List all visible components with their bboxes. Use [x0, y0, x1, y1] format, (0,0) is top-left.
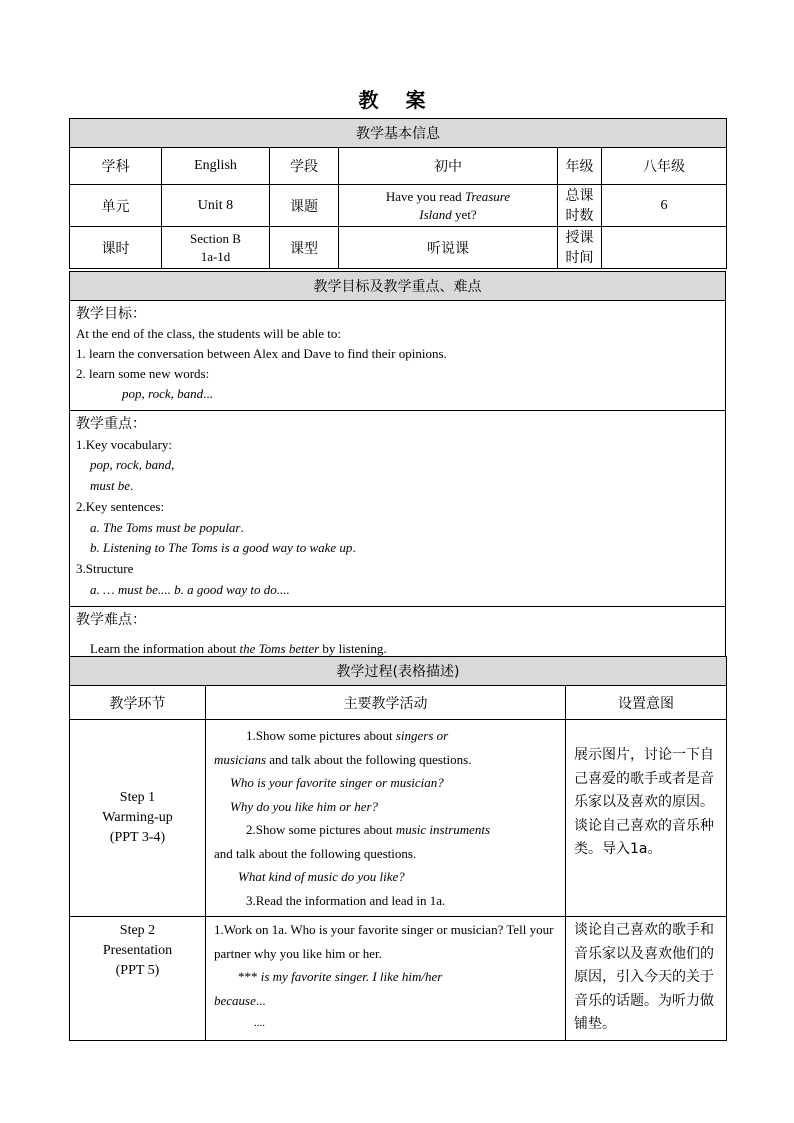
- key-points: [70, 411, 726, 607]
- subject-label: 学科: [70, 148, 162, 185]
- objectives-header: 教学目标及教学重点、难点: [70, 272, 726, 301]
- step1-activity-1: 1.Show some pictures about singers or: [246, 728, 449, 743]
- topic-italic-2: Island: [419, 206, 452, 222]
- step2-sample-2: because...: [214, 992, 266, 1008]
- basic-info-header: 教学基本信息: [70, 119, 727, 148]
- vocab-line-1: pop, rock, band,: [90, 457, 175, 473]
- topic-label: 课题: [270, 185, 339, 227]
- step1-intent: 展示图片，讨论一下自己喜爱的歌手或者是音乐家以及喜欢的原因。谈论自己喜欢的音乐种类。导入1a。: [566, 720, 727, 917]
- grade-label: 年级: [558, 148, 602, 185]
- topic-value: [339, 185, 558, 227]
- sentence-a: a. The Toms must be popular.: [90, 519, 244, 535]
- step2-dots: ....: [254, 1017, 265, 1029]
- unit-label: 单元: [70, 185, 162, 227]
- difficulty-label: 教学难点：: [76, 612, 146, 629]
- step2-activity-1: 1.Work on 1a. Who is your favorite singer or musician? Tell your partner why you like him or her.: [214, 922, 554, 961]
- page-title: 教 案: [358, 88, 436, 112]
- unit-value: Unit 8: [162, 185, 270, 227]
- class-time-label: 授课 时间: [558, 227, 602, 269]
- step1-activity-2: 2.Show some pictures about music instruments: [246, 822, 491, 837]
- step2-stage: Step 2 Presentation (PPT 5): [70, 917, 206, 1041]
- topic-italic-1: Treasure: [464, 188, 511, 204]
- period-label: 课时: [70, 227, 162, 269]
- topic-post: yet?: [451, 206, 477, 222]
- step2-sample: *** is my favorite singer. I like him/her: [238, 969, 443, 984]
- total-hours-label: 总课 时数: [558, 185, 602, 227]
- goals-item-2: 2. learn some new words:: [76, 366, 210, 381]
- total-hours-value: 6: [602, 185, 727, 227]
- grade-value: 八年级: [602, 148, 727, 185]
- col-stage: 教学环节: [70, 686, 206, 720]
- step1-question-2: Why do you like him or her?: [230, 798, 379, 814]
- type-value: 听说课: [339, 227, 558, 269]
- basic-info-table: [69, 118, 727, 269]
- step2-activities: [206, 917, 566, 1041]
- type-label: 课型: [270, 227, 339, 269]
- goals-item-1: 1. learn the conversation between Alex and Dave to find their opinions.: [76, 346, 447, 361]
- goals-words: pop, rock, band...: [122, 386, 213, 401]
- step1-question-3: What kind of music do you like?: [238, 869, 405, 884]
- goals-label: 教学目标：: [76, 306, 146, 322]
- step2-intent: 谈论自己喜欢的歌手和音乐家以及喜欢他们的原因，引入今天的关于音乐的话题。为听力做铺垫。: [566, 917, 727, 1041]
- vocab-line-2: must be.: [90, 478, 134, 494]
- period-value: Section B 1a-1d: [162, 227, 270, 269]
- step1-activities: [206, 720, 566, 917]
- stage-label: 学段: [270, 148, 339, 185]
- objectives-table: [69, 271, 726, 673]
- sentences-title: 2.Key sentences:: [76, 498, 165, 514]
- step1-stage: Step 1 Warming-up (PPT 3-4): [70, 720, 206, 917]
- step1-activity-2b: and talk about the following questions.: [214, 845, 417, 861]
- vocab-title: 1.Key vocabulary:: [76, 436, 173, 452]
- sentence-b: b. Listening to The Toms is a good way to wake up.: [90, 540, 356, 556]
- goals-intro: At the end of the class, the students will be able to:: [76, 326, 341, 341]
- col-intent: 设置意图: [566, 686, 727, 720]
- teaching-goals: [70, 301, 726, 411]
- structure-title: 3.Structure: [76, 560, 134, 576]
- class-time-value: [602, 227, 727, 269]
- stage-value: 初中: [339, 148, 558, 185]
- subject-value: English: [162, 148, 270, 185]
- step1-activity-1b: musicians and talk about the following questions.: [214, 751, 472, 767]
- step1-question-1: Who is your favorite singer or musician?: [230, 775, 444, 790]
- structure-line: a. … must be.... b. a good way to do....: [90, 581, 290, 597]
- col-activities: 主要教学活动: [206, 686, 566, 720]
- step1-activity-3: 3.Read the information and lead in 1a.: [246, 892, 446, 908]
- topic-pre: Have you read: [385, 188, 465, 204]
- process-table: [69, 656, 727, 1041]
- process-header: 教学过程(表格描述): [70, 657, 727, 686]
- key-points-label: 教学重点：: [76, 416, 146, 432]
- difficulty-text: Learn the information about the Toms better by listening.: [90, 641, 387, 657]
